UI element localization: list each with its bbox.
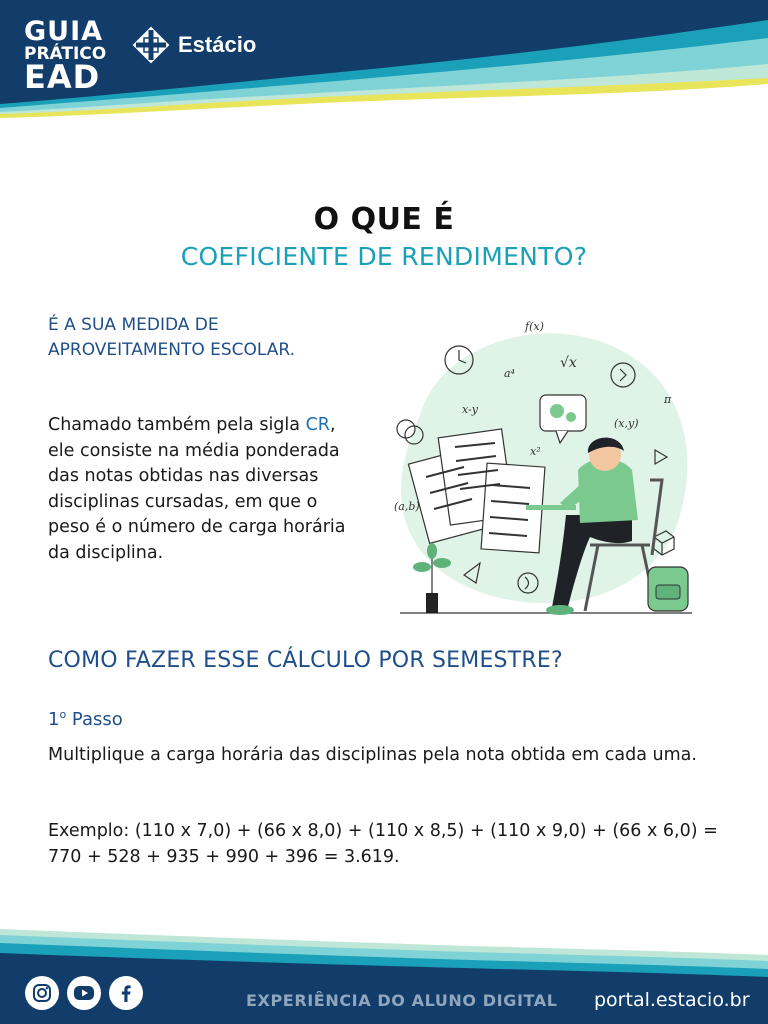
portal-link[interactable]: portal.estacio.br (594, 989, 750, 1011)
logo-line-pratico: PRÁTICO (24, 44, 107, 64)
intro-measure: É A SUA MEDIDA DE APROVEITAMENTO ESCOLAR. (48, 315, 296, 360)
doodle-label: f(x) (525, 320, 544, 333)
doodle-label: (a,b) (394, 500, 420, 513)
step-ordinal: o (59, 708, 67, 721)
doodle-label: x-y (462, 403, 478, 416)
desc-text-start: Chamado também pela sigla (48, 415, 306, 435)
social-links (25, 976, 143, 1010)
footer-banner (0, 915, 768, 1024)
doodle-label: (x,y) (614, 417, 639, 430)
estacio-brand (132, 26, 256, 64)
logo-line-guia: GUIA (24, 16, 104, 47)
illustration-graphic (380, 305, 720, 635)
desc-text-end: , ele consiste na média ponderada das notas obtidas nas diversas disciplinas cursadas, em que o peso é o número de carga horária da disciplina. (48, 415, 346, 563)
instagram-glyph (31, 982, 53, 1004)
doodle-label: x² (530, 445, 541, 458)
step-instruction: Multiplique a carga horária das disciplinas pela nota obtida em cada uma. (48, 745, 697, 765)
logo-line-ead: EAD (24, 58, 101, 96)
doodle-label: √x (560, 355, 577, 371)
estacio-logo-icon (132, 26, 170, 64)
guia-pratico-ead-logo (24, 16, 107, 96)
facebook-icon[interactable] (109, 976, 143, 1010)
youtube-icon[interactable] (67, 976, 101, 1010)
header-wave-background (0, 0, 768, 130)
cr-acronym: CR (305, 415, 330, 435)
step-number: 1 (48, 709, 60, 730)
page-subtitle: COEFICIENTE DE RENDIMENTO? (180, 242, 588, 271)
step-label (48, 708, 123, 730)
youtube-glyph (72, 982, 96, 1004)
instagram-icon[interactable] (25, 976, 59, 1010)
doodle-label: a⁴ (504, 367, 515, 380)
doodle-label: π (664, 393, 672, 406)
footer-tagline: EXPERIÊNCIA DO ALUNO DIGITAL (246, 991, 558, 1010)
section-heading: COMO FAZER ESSE CÁLCULO POR SEMESTRE? (48, 648, 563, 673)
page-title: O QUE É (313, 202, 455, 237)
step-text: Passo (66, 709, 123, 730)
student-studying-illustration (380, 305, 720, 635)
facebook-glyph (115, 982, 137, 1004)
brand-name: Estácio (178, 32, 257, 57)
calculation-example: Exemplo: (110 x 7,0) + (66 x 8,0) + (110 x 8,5) + (110 x 9,0) + (66 x 6,0) = 770 + 528 + 935 + 990 + 396 = 3.619. (48, 821, 718, 867)
header-banner (0, 0, 768, 130)
intro-description (48, 413, 348, 566)
